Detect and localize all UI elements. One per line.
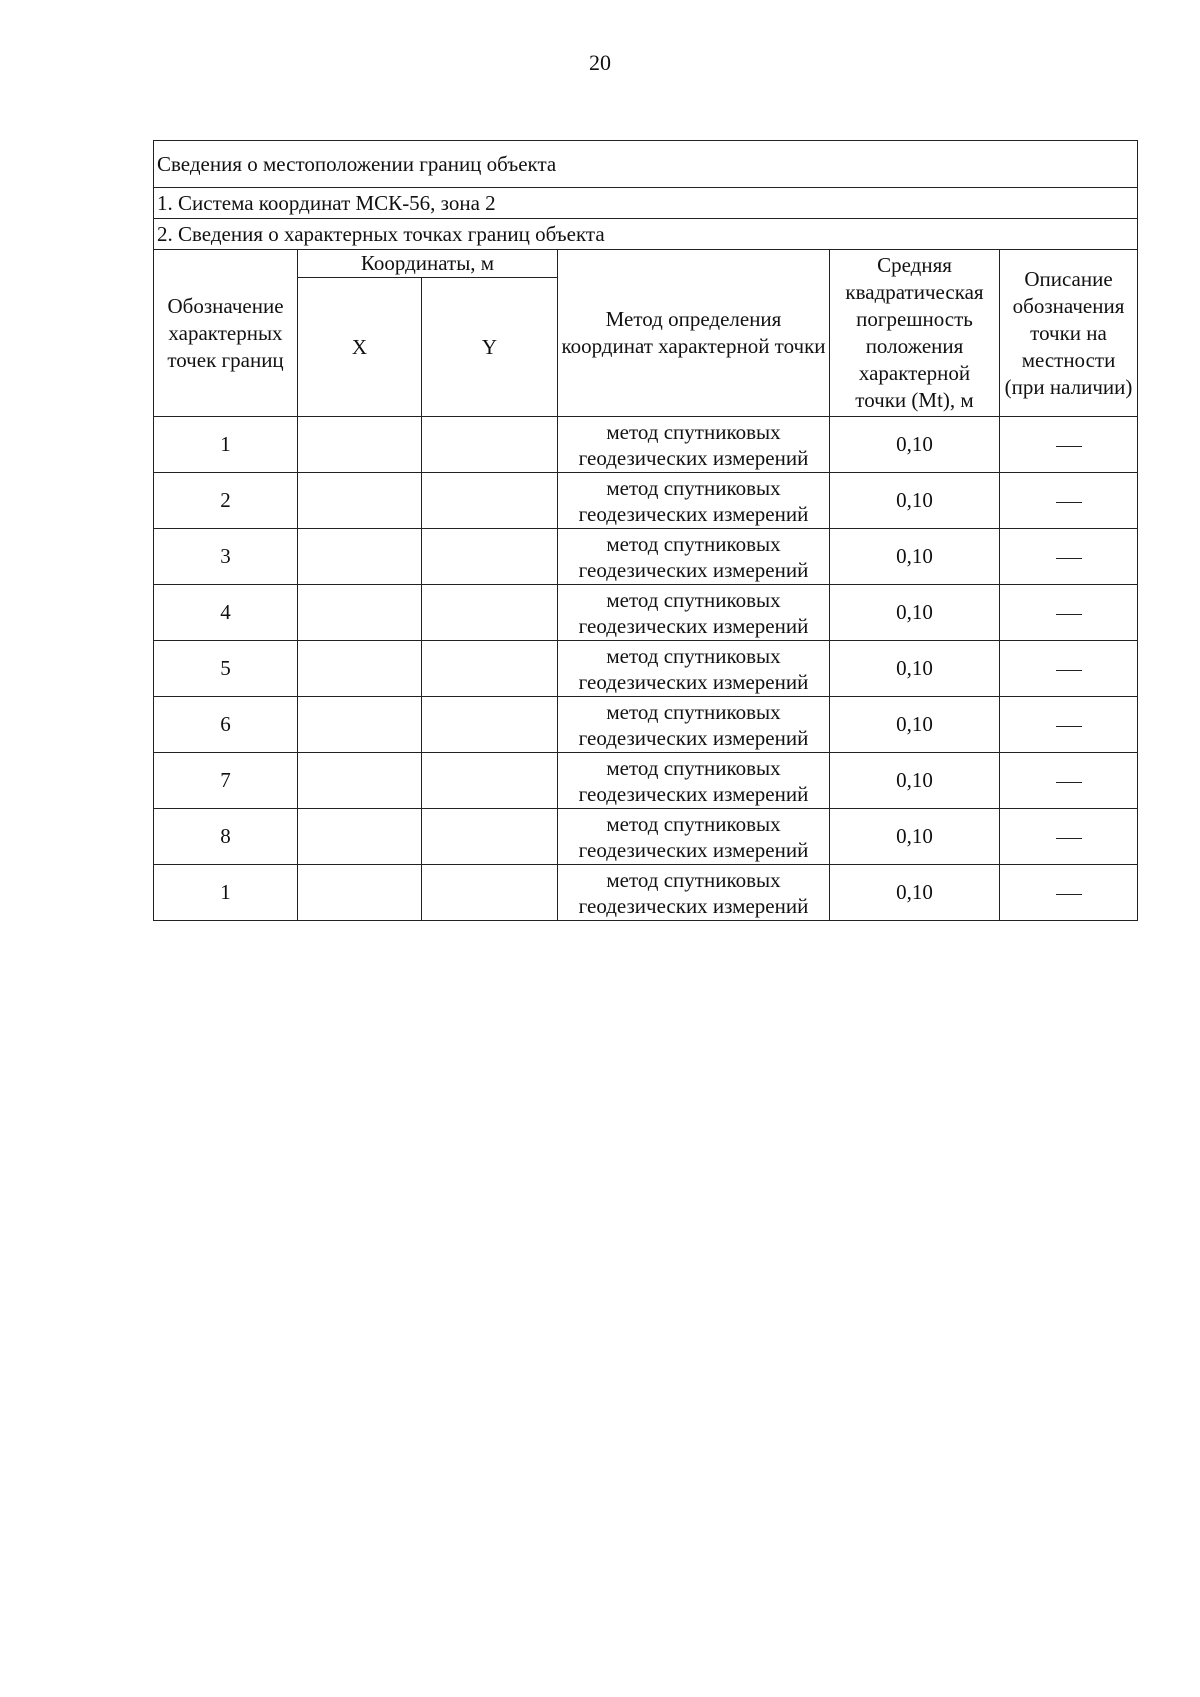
x-coordinate-cell [298, 809, 422, 865]
point-number-cell: 5 [154, 641, 298, 697]
x-coordinate-cell [298, 529, 422, 585]
method-line-1: метод спутниковых [606, 699, 781, 724]
header-row-1 [154, 250, 1138, 278]
x-coordinate-cell [298, 585, 422, 641]
dash-mark [1056, 838, 1082, 839]
point-number-cell: 2 [154, 473, 298, 529]
method-cell [558, 865, 830, 921]
point-number-cell: 4 [154, 585, 298, 641]
method-line-2: геодезических измерений [578, 445, 809, 470]
table-row [154, 473, 1138, 529]
error-cell: 0,10 [830, 865, 1000, 921]
point-number-cell: 3 [154, 529, 298, 585]
method-cell [558, 417, 830, 473]
point-number-cell: 8 [154, 809, 298, 865]
y-header: Y [422, 278, 558, 417]
dash-mark [1056, 446, 1082, 447]
method-cell [558, 753, 830, 809]
table-row [154, 529, 1138, 585]
method-line-2: геодезических измерений [578, 725, 809, 750]
method-header: Метод определения координат характерной точки [558, 250, 830, 417]
description-cell [1000, 473, 1138, 529]
point-number-cell: 1 [154, 417, 298, 473]
error-header: Средняя квадратическая погрешность положения характерной точки (Mt), м [830, 250, 1000, 417]
y-coordinate-cell [422, 585, 558, 641]
method-cell [558, 809, 830, 865]
dash-mark [1056, 614, 1082, 615]
table-row [154, 641, 1138, 697]
coordinates-header: Координаты, м [298, 250, 558, 278]
method-line-1: метод спутниковых [606, 755, 781, 780]
description-cell [1000, 585, 1138, 641]
description-header: Описание обозначения точки на местности (при наличии) [1000, 250, 1138, 417]
table-row [154, 585, 1138, 641]
error-cell: 0,10 [830, 641, 1000, 697]
error-cell: 0,10 [830, 697, 1000, 753]
x-header: X [298, 278, 422, 417]
x-coordinate-cell [298, 697, 422, 753]
dash-mark [1056, 670, 1082, 671]
method-line-2: геодезических измерений [578, 893, 809, 918]
method-line-1: метод спутниковых [606, 475, 781, 500]
x-coordinate-cell [298, 753, 422, 809]
method-line-2: геодезических измерений [578, 613, 809, 638]
coord-system-row [154, 188, 1138, 219]
table-row [154, 809, 1138, 865]
method-line-1: метод спутниковых [606, 587, 781, 612]
dash-mark [1056, 558, 1082, 559]
point-number-cell: 6 [154, 697, 298, 753]
table-row [154, 417, 1138, 473]
page-number: 20 [589, 50, 611, 75]
method-cell [558, 473, 830, 529]
error-cell: 0,10 [830, 529, 1000, 585]
x-coordinate-cell [298, 641, 422, 697]
method-line-2: геодезических измерений [578, 837, 809, 862]
description-cell [1000, 865, 1138, 921]
description-cell [1000, 529, 1138, 585]
method-line-1: метод спутниковых [606, 811, 781, 836]
method-cell [558, 585, 830, 641]
y-coordinate-cell [422, 865, 558, 921]
method-line-1: метод спутниковых [606, 643, 781, 668]
description-cell [1000, 417, 1138, 473]
error-cell: 0,10 [830, 753, 1000, 809]
table-row [154, 697, 1138, 753]
error-cell: 0,10 [830, 417, 1000, 473]
method-line-2: геодезических измерений [578, 557, 809, 582]
x-coordinate-cell [298, 473, 422, 529]
description-cell [1000, 809, 1138, 865]
y-coordinate-cell [422, 809, 558, 865]
y-coordinate-cell [422, 697, 558, 753]
y-coordinate-cell [422, 753, 558, 809]
table-row [154, 865, 1138, 921]
y-coordinate-cell [422, 473, 558, 529]
error-cell: 0,10 [830, 473, 1000, 529]
method-line-1: метод спутниковых [606, 419, 781, 444]
description-cell [1000, 641, 1138, 697]
method-line-2: геодезических измерений [578, 669, 809, 694]
coord-system-label: 1. Система координат МСК-56, зона 2 [154, 188, 1138, 219]
error-cell: 0,10 [830, 585, 1000, 641]
y-coordinate-cell [422, 529, 558, 585]
point-number-cell: 1 [154, 865, 298, 921]
dash-mark [1056, 894, 1082, 895]
method-cell [558, 641, 830, 697]
dash-mark [1056, 502, 1082, 503]
y-coordinate-cell [422, 417, 558, 473]
error-cell: 0,10 [830, 809, 1000, 865]
x-coordinate-cell [298, 417, 422, 473]
method-line-2: геодезических измерений [578, 781, 809, 806]
section-title: Сведения о местоположении границ объекта [154, 141, 1138, 188]
boundary-points-table [153, 140, 1138, 921]
method-line-1: метод спутниковых [606, 531, 781, 556]
section-title-row [154, 141, 1138, 188]
method-line-1: метод спутниковых [606, 867, 781, 892]
designation-header: Обозначение характерных точек границ [154, 250, 298, 417]
method-cell [558, 529, 830, 585]
dash-mark [1056, 782, 1082, 783]
description-cell [1000, 697, 1138, 753]
x-coordinate-cell [298, 865, 422, 921]
dash-mark [1056, 726, 1082, 727]
method-cell [558, 697, 830, 753]
method-line-2: геодезических измерений [578, 501, 809, 526]
points-title-label: 2. Сведения о характерных точках границ объекта [154, 219, 1138, 250]
description-cell [1000, 753, 1138, 809]
table-row [154, 753, 1138, 809]
y-coordinate-cell [422, 641, 558, 697]
point-number-cell: 7 [154, 753, 298, 809]
points-title-row [154, 219, 1138, 250]
